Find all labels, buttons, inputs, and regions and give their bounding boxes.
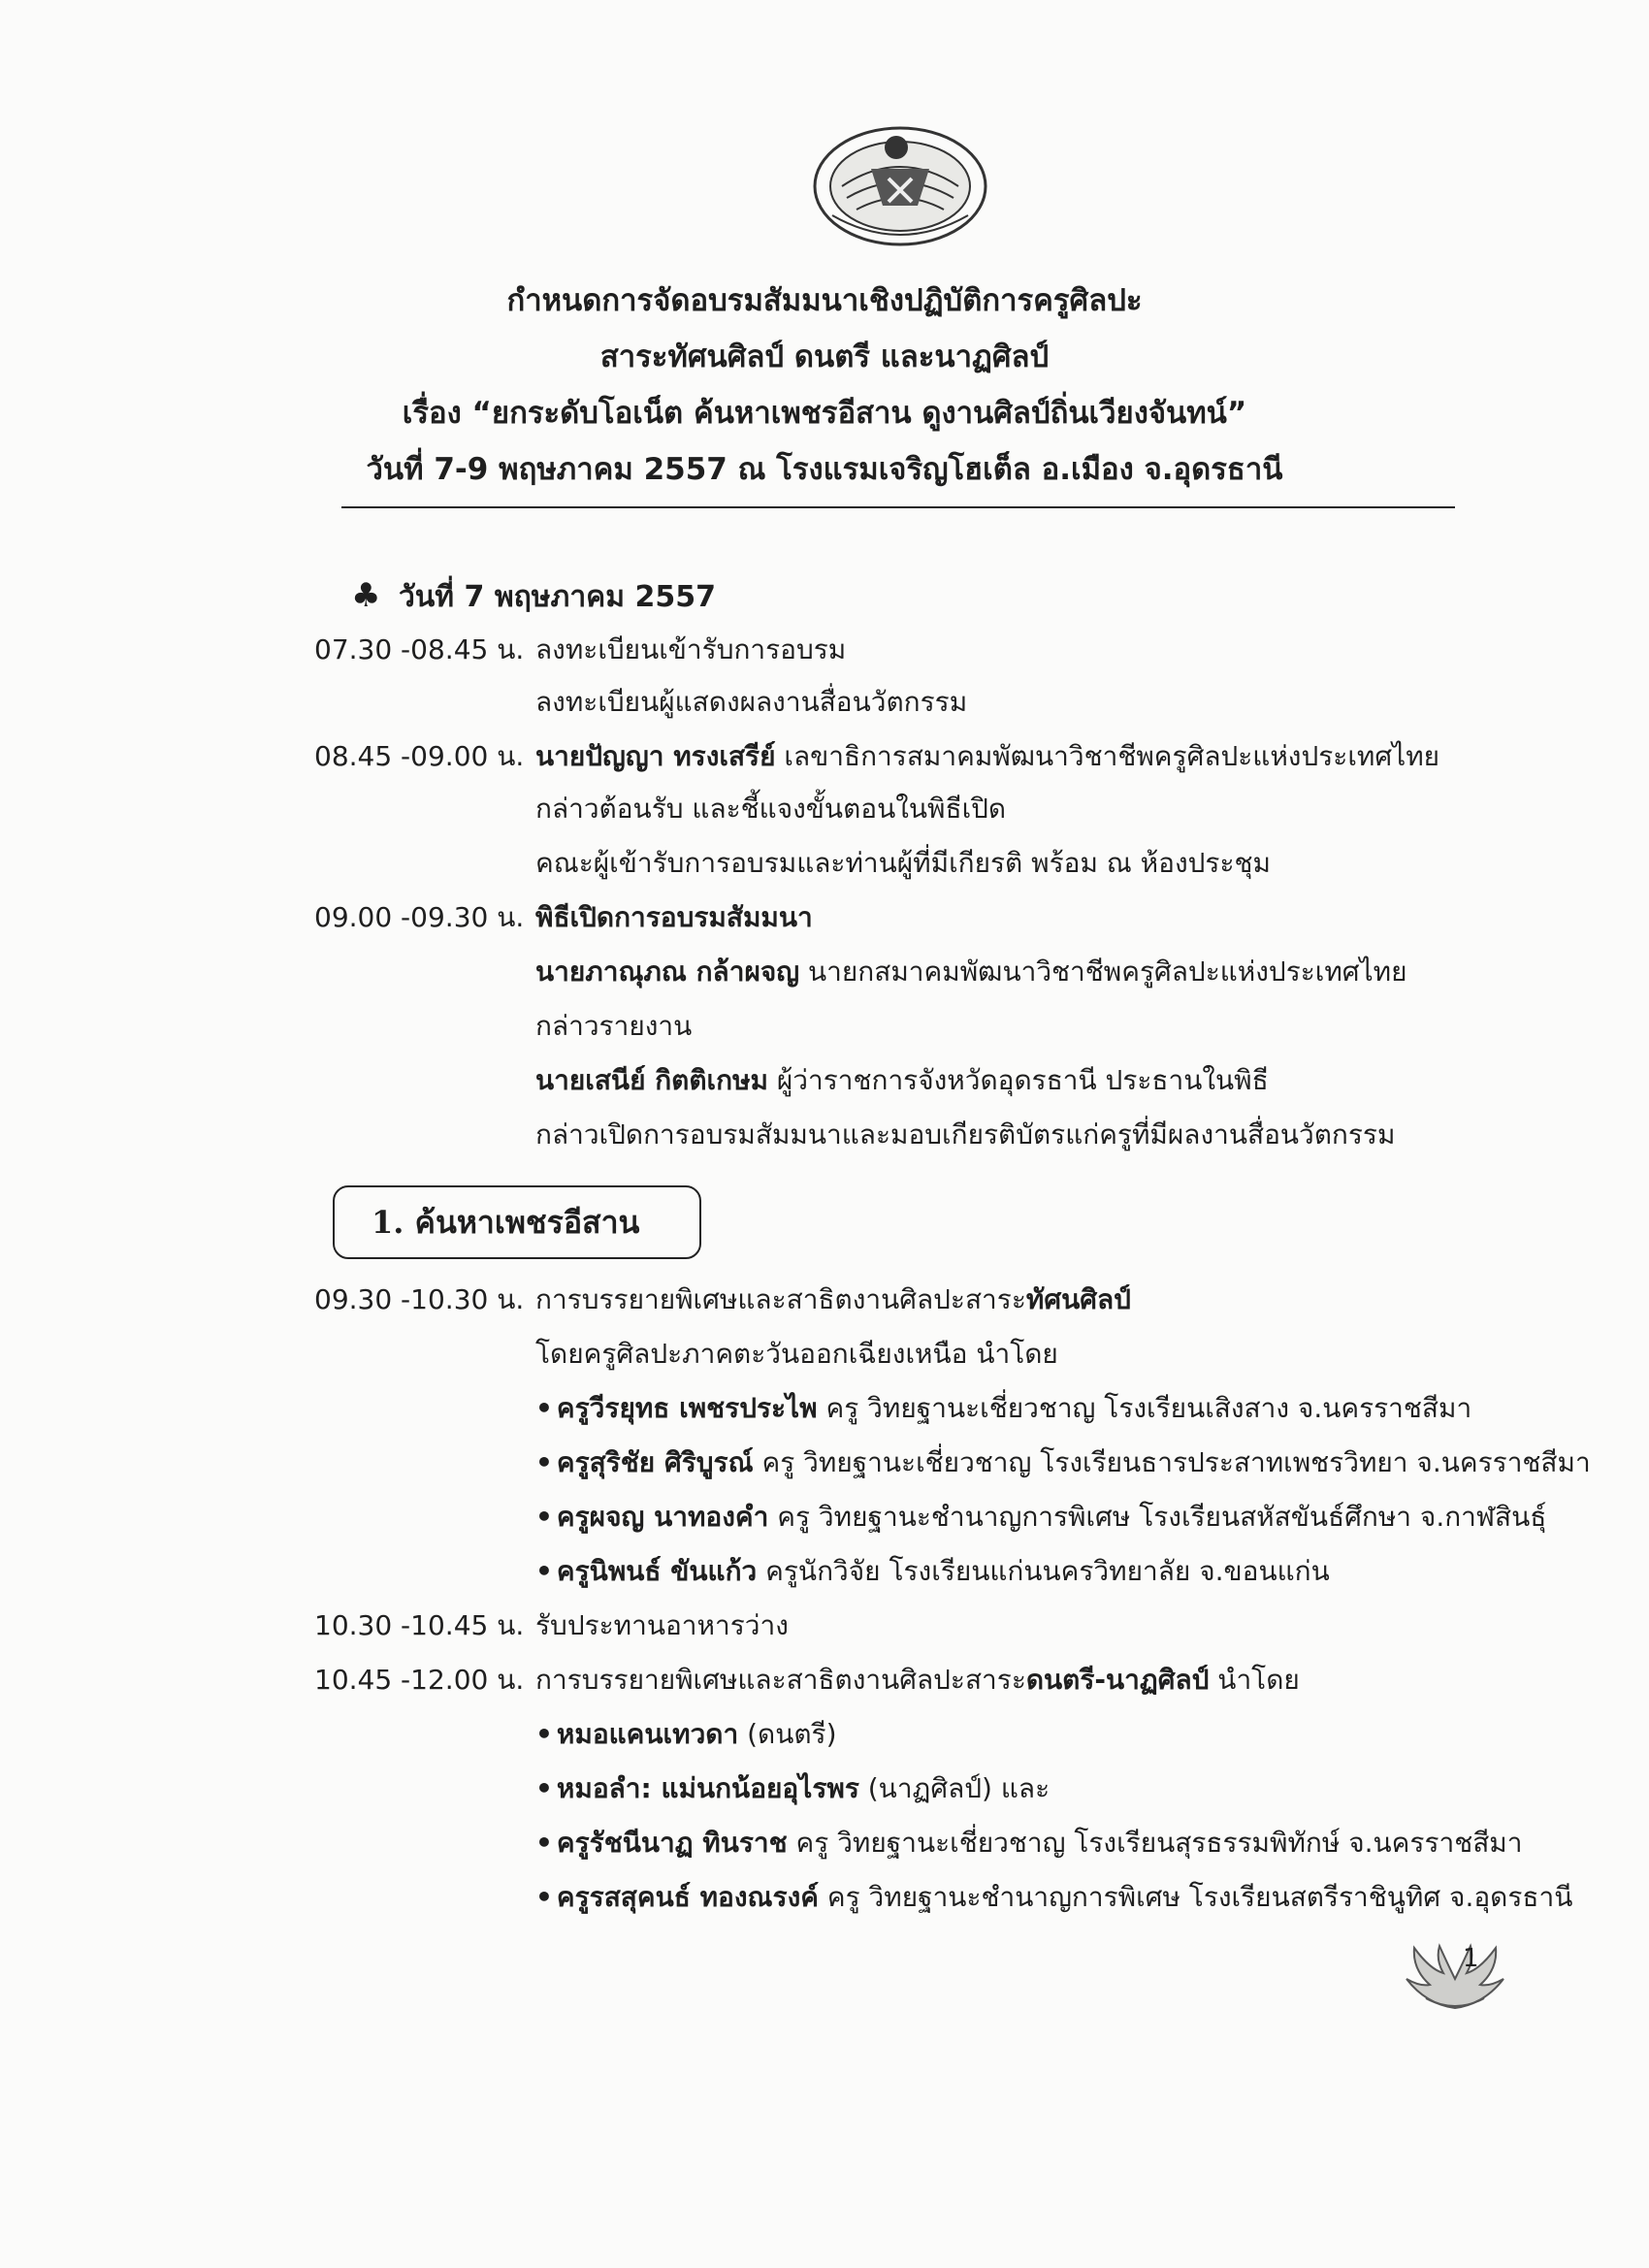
list-item: • ครูรัชนีนาฏ ทินราช ครู วิทยฐานะเชี่ยวชาญ โรงเรียนสุรธรรมพิทักษ์ จ.นครราชสีมา [535, 1827, 1523, 1859]
session-line: รับประทานอาหารว่าง [535, 1609, 789, 1641]
page-ornament-icon [1397, 1940, 1513, 2016]
day-heading [351, 574, 716, 620]
document-title-line1: กำหนดการจัดอบรมสัมมนาเชิงปฏิบัติการครูศิลปะ [506, 283, 1143, 318]
day-label: วันที่ 7 พฤษภาคม 2557 [398, 580, 716, 614]
document-title-line3: เรื่อง “ยกระดับโอเน็ต ค้นหาเพชรอีสาน ดูงานศิลป์ถิ่นเวียงจันทน์” [402, 396, 1247, 431]
session-line: การบรรยายพิเศษและสาธิตงานศิลปะสาระทัศนศิลป์ [535, 1283, 1131, 1315]
page-number: 1 [1463, 1944, 1479, 1973]
list-item: • ครูสุริชัย ศิริบูรณ์ ครู วิทยฐานะเชี่ยวชาญ โรงเรียนธารประสาทเพชรวิทยา จ.นครราชสีมา [535, 1446, 1591, 1478]
document-title-line4: วันที่ 7-9 พฤษภาคม 2557 ณ โรงแรมเจริญโฮเต็ล อ.เมือง จ.อุดรธานี [366, 452, 1283, 487]
session-speaker: นายภาณุภณ กล้าผจญ นายกสมาคมพัฒนาวิชาชีพครูศิลปะแห่งประเทศไทย [535, 956, 1407, 988]
session-time: 09.00 -09.30 น. [314, 901, 525, 933]
list-item: • หมอแคนเทวดา (ดนตรี) [535, 1718, 837, 1750]
session-heading: พิธีเปิดการอบรมสัมมนา [535, 901, 813, 933]
session-line: กล่าวต้อนรับ และชี้แจงขั้นตอนในพิธีเปิด [535, 793, 1007, 825]
session-time: 08.45 -09.00 น. [314, 740, 525, 772]
session-speaker: นายปัญญา ทรงเสรีย์ เลขาธิการสมาคมพัฒนาวิชาชีพครูศิลปะแห่งประเทศไทย [535, 740, 1440, 772]
session-speaker: นายเสนีย์ กิตติเกษม ผู้ว่าราชการจังหวัดอุดรธานี ประธานในพิธี [535, 1064, 1269, 1096]
session-line: คณะผู้เข้ารับการอบรมและท่านผู้ที่มีเกียรติ พร้อม ณ ห้องประชุม [535, 847, 1271, 879]
club-icon: ♣ [351, 576, 381, 615]
session-line: โดยครูศิลปะภาคตะวันออกเฉียงเหนือ นำโดย [535, 1338, 1058, 1370]
association-logo [803, 109, 997, 254]
session-time: 10.45 -12.00 น. [314, 1664, 525, 1696]
session-line: กล่าวรายงาน [535, 1010, 693, 1042]
list-item: • ครูวีรยุทธ เพชรประไพ ครู วิทยฐานะเชี่ยวชาญ โรงเรียนเสิงสาง จ.นครราชสีมา [535, 1392, 1472, 1424]
section-heading-box: 1. ค้นหาเพชรอีสาน [333, 1185, 701, 1259]
document-title-line2: สาระทัศนศิลป์ ดนตรี และนาฏศิลป์ [599, 340, 1050, 374]
session-line: ลงทะเบียนเข้ารับการอบรม [535, 633, 847, 665]
list-item: • ครูรสสุคนธ์ ทองณรงค์ ครู วิทยฐานะชำนาญการพิเศษ โรงเรียนสตรีราชินูทิศ จ.อุดรธานี [535, 1881, 1573, 1913]
session-time: 07.30 -08.45 น. [314, 633, 525, 665]
session-time: 10.30 -10.45 น. [314, 1609, 525, 1641]
list-item: • ครูนิพนธ์ ขันแก้ว ครูนักวิจัย โรงเรียนแก่นนครวิทยาลัย จ.ขอนแก่น [535, 1555, 1330, 1587]
session-line: ลงทะเบียนผู้แสดงผลงานสื่อนวัตกรรม [535, 686, 968, 718]
list-item: • ครูผจญ นาทองคำ ครู วิทยฐานะชำนาญการพิเศษ โรงเรียนสหัสขันธ์ศึกษา จ.กาฬสินธุ์ [535, 1501, 1547, 1533]
list-item: • หมอลำ: แม่นกน้อยอุไรพร (นาฏศิลป์) และ [535, 1772, 1051, 1804]
header-divider [341, 506, 1455, 508]
session-time: 09.30 -10.30 น. [314, 1283, 525, 1315]
session-line: กล่าวเปิดการอบรมสัมมนาและมอบเกียรติบัตรแก่ครูที่มีผลงานสื่อนวัตกรรม [535, 1118, 1396, 1150]
session-line: การบรรยายพิเศษและสาธิตงานศิลปะสาระดนตรี-นาฏศิลป์ นำโดย [535, 1664, 1300, 1696]
